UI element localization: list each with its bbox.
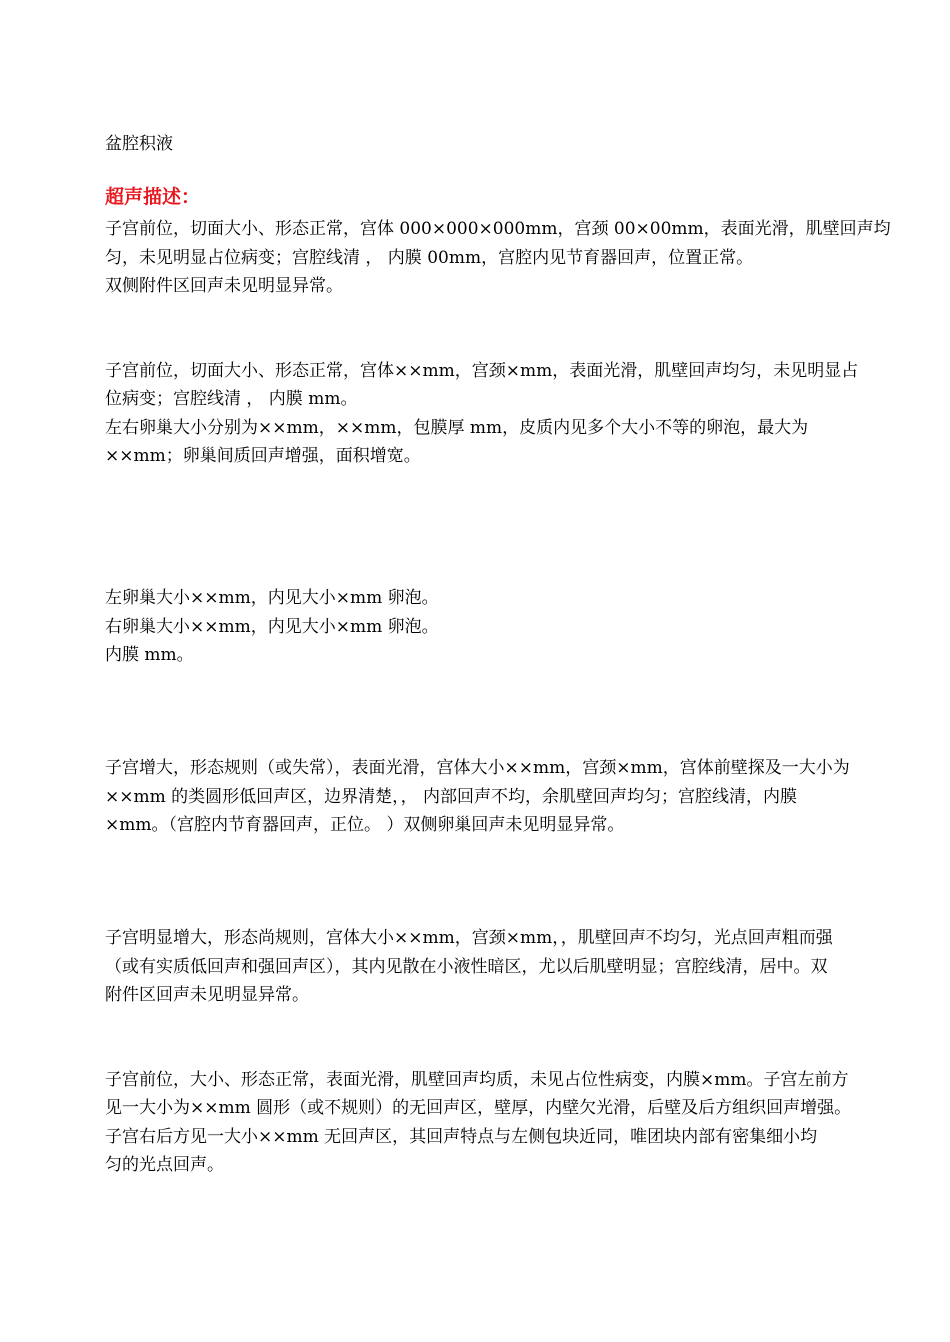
- document-title: 盆腔积液: [105, 134, 173, 154]
- paragraph-line: 附件区回声未见明显异常。: [105, 985, 309, 1005]
- paragraph-line: ×mm。（宫腔内节育器回声，正位。 ）双侧卵巢回声未见明显异常。: [105, 815, 625, 835]
- paragraph-line: 子宫前位，切面大小、形态正常，宫体 000×000×000mm，宫颈 00×00mm，表面光滑，肌壁回声均: [105, 219, 891, 239]
- paragraph-line: 子宫明显增大，形态尚规则，宫体大小××mm，宫颈×mm，，肌壁回声不均匀，光点回声粗而强: [105, 928, 833, 948]
- paragraph-line: 子宫前位，大小、形态正常，表面光滑，肌壁回声均质，未见占位性病变，内膜×mm。子宫左前方: [105, 1070, 849, 1090]
- paragraph-line: ××mm 的类圆形低回声区，边界清楚，， 内部回声不均，余肌壁回声均匀；宫腔线清，内膜: [105, 787, 798, 807]
- paragraph-line: 匀的光点回声。: [105, 1155, 224, 1175]
- paragraph-line: 右卵巢大小××mm，内见大小×mm 卵泡。: [105, 617, 439, 637]
- section-heading: 超声描述：: [105, 186, 201, 208]
- paragraph-line: 见一大小为××mm 圆形（或不规则）的无回声区，壁厚，内壁欠光滑，后壁及后方组织回声增强。: [105, 1098, 852, 1118]
- paragraph-line: 左右卵巢大小分别为××mm，××mm，包膜厚 mm，皮质内见多个大小不等的卵泡，最大为: [105, 418, 809, 438]
- paragraph-line: 位病变；宫腔线清 ， 内膜 mm。: [105, 389, 358, 409]
- paragraph-line: 子宫增大，形态规则（或失常），表面光滑，宫体大小××mm，宫颈×mm，宫体前壁探及一大小为: [105, 758, 850, 778]
- paragraph-line: 子宫右后方见一大小××mm 无回声区，其回声特点与左侧包块近同，唯团块内部有密集细小均: [105, 1127, 818, 1147]
- paragraph-line: 子宫前位，切面大小、形态正常，宫体××mm，宫颈×mm，表面光滑，肌壁回声均匀，未见明显占: [105, 361, 859, 381]
- paragraph-line: 匀，未见明显占位病变；宫腔线清 ， 内膜 00mm，宫腔内见节育器回声，位置正常。: [105, 248, 754, 268]
- paragraph-line: 双侧附件区回声未见明显异常。: [105, 276, 343, 296]
- paragraph-line: 内膜 mm。: [105, 645, 194, 665]
- paragraph-line: （或有实质低回声和强回声区），其内见散在小液性暗区，尤以后肌壁明显；宫腔线清，居中。双: [105, 957, 828, 977]
- paragraph-line: 左卵巢大小××mm，内见大小×mm 卵泡。: [105, 588, 439, 608]
- paragraph-line: ××mm；卵巢间质回声增强，面积增宽。: [105, 446, 421, 466]
